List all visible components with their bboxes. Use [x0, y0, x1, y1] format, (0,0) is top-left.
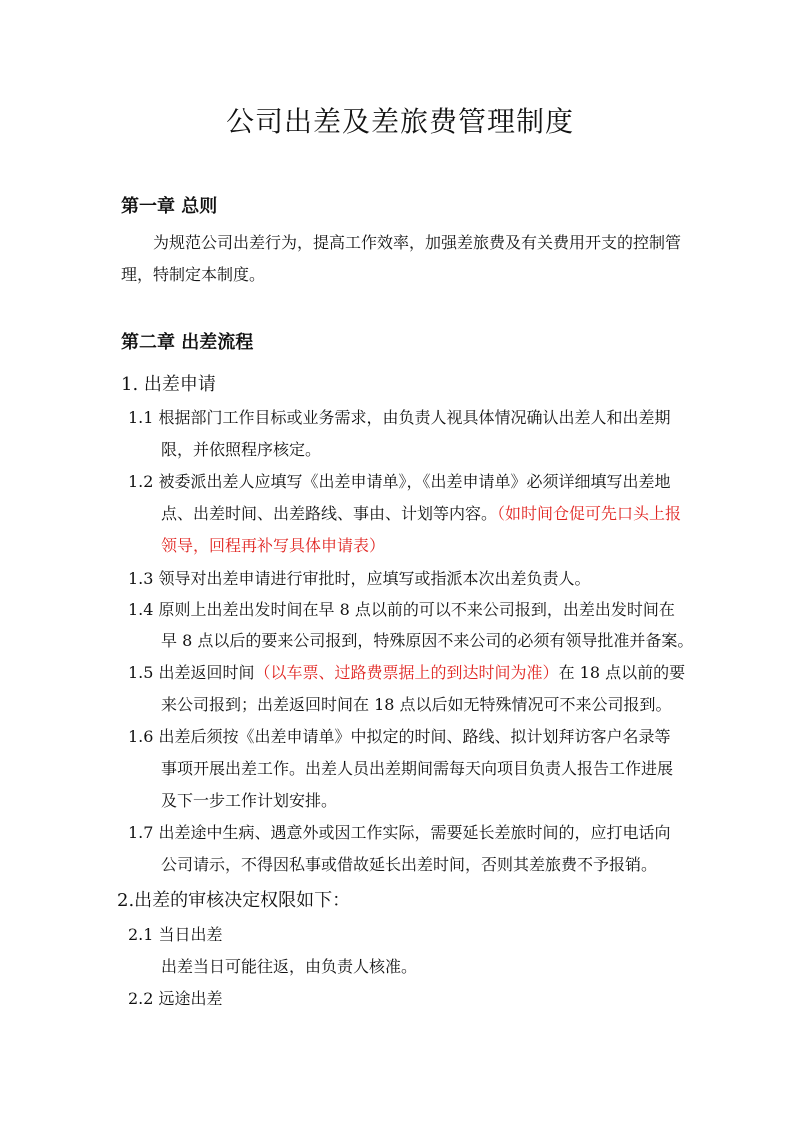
item-1-7-line-2: 公司请示，不得因私事或借故延长出差时间，否则其差旅费不予报销。: [161, 855, 658, 874]
item-1-6-line-2: 事项开展出差工作。出差人员出差期间需每天向项目负责人报告工作进展: [161, 759, 674, 778]
item-1-1-line-2: 限，并依照程序核定。: [161, 440, 322, 459]
item-1-5-line-1-text-a: 1.5 出差返回时间: [128, 663, 255, 682]
chapter-1-paragraph-line-1: 为规范公司出差行为，提高工作效率，加强差旅费及有关费用开支的控制管: [153, 233, 682, 252]
item-1-2-line-2: [161, 501, 681, 524]
item-1-2-line-2-text: 点、出差时间、出差路线、事由、计划等内容。: [161, 504, 498, 523]
section-2-title: 2.出差的审核决定权限如下：: [117, 890, 351, 911]
item-1-4-line-2: 早 8 点以后的要来公司报到，特殊原因不来公司的必须有领导批准并备案。: [161, 631, 694, 650]
item-1-5-line-1-text-b: 在 18 点以前的要: [558, 663, 686, 682]
section-1-title: 1. 出差申请: [121, 374, 216, 395]
chapter-1-paragraph-line-2: 理，特制定本制度。: [121, 265, 266, 284]
item-1-2-line-3-highlight: 领导，回程再补写具体申请表）: [161, 536, 386, 555]
item-1-5-line-1-highlight: （以车票、过路费票据上的到达时间为准）: [254, 663, 559, 682]
item-1-4-line-1: 1.4 原则上出差出发时间在早 8 点以前的可以不来公司报到，出差出发时间在: [128, 600, 675, 619]
item-1-6-line-3: 及下一步工作计划安排。: [161, 791, 338, 810]
chapter-2-heading: 第二章 出差流程: [121, 332, 254, 353]
item-1-1-line-1: 1.1 根据部门工作目标或业务需求，由负责人视具体情况确认出差人和出差期: [128, 408, 671, 427]
item-2-1-title: 2.1 当日出差: [128, 925, 223, 944]
item-1-5-line-1: [128, 660, 685, 683]
chapter-1-heading: 第一章 总则: [121, 196, 218, 217]
item-1-5-line-2: 来公司报到；出差返回时间在 18 点以后如无特殊情况可不来公司报到。: [161, 695, 672, 714]
document-title: 公司出差及差旅费管理制度: [225, 105, 574, 138]
item-1-2-line-1: 1.2 被委派出差人应填写《出差申请单》，《出差申请单》必须详细填写出差地: [128, 472, 671, 491]
item-1-6-line-1: 1.6 出差后须按《出差申请单》中拟定的时间、路线、拟计划拜访客户名录等: [128, 727, 671, 746]
item-2-2-title: 2.2 远途出差: [128, 989, 223, 1008]
item-1-7-line-1: 1.7 出差途中生病、遇意外或因工作实际，需要延长差旅时间的，应打电话向: [128, 823, 671, 842]
item-1-3-line-1: 1.3 领导对出差申请进行审批时，应填写或指派本次出差负责人。: [128, 569, 591, 588]
item-1-2-line-2-highlight: （如时间仓促可先口头上报: [497, 504, 682, 523]
item-2-1-body: 出差当日可能往返，由负责人核准。: [161, 957, 418, 976]
